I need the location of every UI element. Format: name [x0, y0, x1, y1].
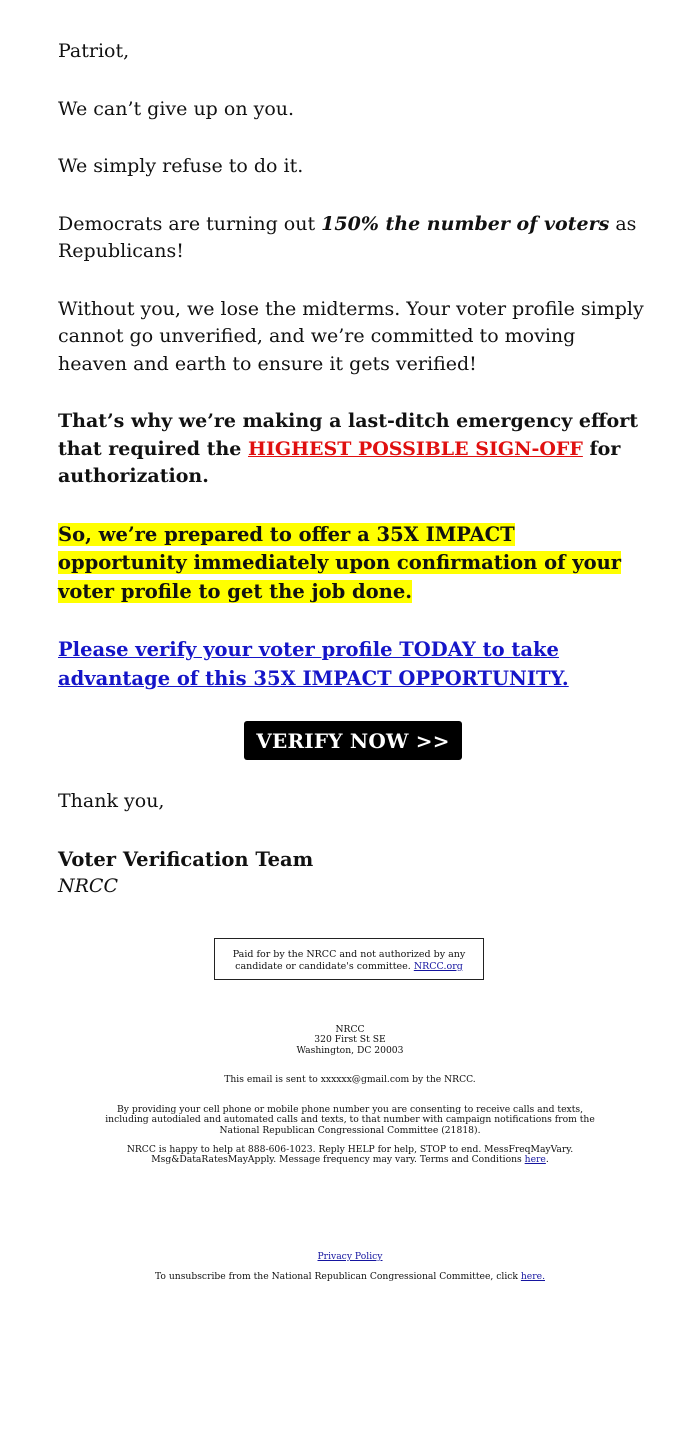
unsubscribe-text: To unsubscribe from the National Republican Congressional Committee, click: [155, 1271, 518, 1282]
button-row: [58, 721, 648, 760]
unsubscribe-row: [95, 1272, 605, 1282]
terms-link[interactable]: here: [524, 1154, 546, 1166]
footer-address-line-1: 320 First St SE: [314, 1034, 386, 1046]
paragraph-1: We can’t give up on you.: [58, 97, 295, 120]
privacy-policy-link[interactable]: Privacy Policy: [317, 1251, 383, 1262]
verify-profile-link[interactable]: Please verify your voter profile TODAY to take advantage of this 35X IMPACT OPPORTUNITY.: [58, 638, 569, 690]
nrcc-org-link[interactable]: NRCC.org: [413, 960, 463, 972]
footer-address-line-2: Washington, DC 20003: [296, 1044, 404, 1056]
salutation: Patriot,: [58, 40, 130, 62]
privacy-row: [95, 1252, 605, 1262]
help-text: NRCC is happy to help at 888-606-1023. Reply HELP for help, STOP to end. MessFreqMayVary. Msg&DataRatesMayApply. Message frequency may vary. Terms and Conditions: [126, 1144, 574, 1166]
verify-now-button[interactable]: VERIFY NOW >>: [244, 721, 461, 760]
paragraph-3-end: as Republicans!: [58, 212, 637, 262]
signature-name: Voter Verification Team: [58, 847, 314, 871]
paragraph-6: [58, 521, 648, 607]
help-notice: [125, 1145, 575, 1166]
paragraph-3: [58, 211, 648, 266]
paragraph-3-start: Democrats are turning out: [58, 212, 322, 235]
disclaimer-text: Paid for by the NRCC and not authorized by any candidate or candidate's committee.: [232, 949, 466, 972]
email-body: [58, 38, 648, 901]
closing: Thank you,: [58, 790, 165, 812]
voter-stat-emphasis: 150% the number of voters: [321, 212, 610, 235]
signature-org: NRCC: [58, 875, 119, 897]
sms-consent: By providing your cell phone or mobile phone number you are consenting to receive calls and texts, including autodialed and automated calls and texts, to that number with campaign notifications from the National Republican Congressional Committee (21818).: [105, 1104, 595, 1136]
sign-off-link[interactable]: HIGHEST POSSIBLE SIGN-OFF: [248, 437, 583, 460]
footer-address: [95, 1025, 605, 1056]
paragraph-4: Without you, we lose the midterms. Your voter profile simply cannot go unverified, and we’re committed to moving heaven and earth to ensure it gets verified!: [58, 297, 644, 375]
highlighted-offer: So, we’re prepared to offer a 35X IMPACT opportunity immediately upon confirmation of your voter profile to get the job done.: [58, 522, 622, 603]
unsubscribe-link[interactable]: here.: [520, 1271, 545, 1282]
paragraph-5-end: for authorization.: [58, 437, 621, 487]
email-notice: This email is sent to xxxxxx@gmail.com by the NRCC.: [224, 1074, 476, 1085]
footer-org: NRCC: [335, 1024, 365, 1035]
paragraph-5-start: That’s why we’re making a last-ditch emergency effort that required the: [58, 410, 639, 460]
paragraph-7: [58, 636, 648, 693]
paid-for-disclaimer: [214, 938, 484, 980]
paragraph-5: [58, 408, 648, 491]
paragraph-2: We simply refuse to do it.: [58, 155, 304, 177]
help-end: .: [545, 1154, 549, 1166]
